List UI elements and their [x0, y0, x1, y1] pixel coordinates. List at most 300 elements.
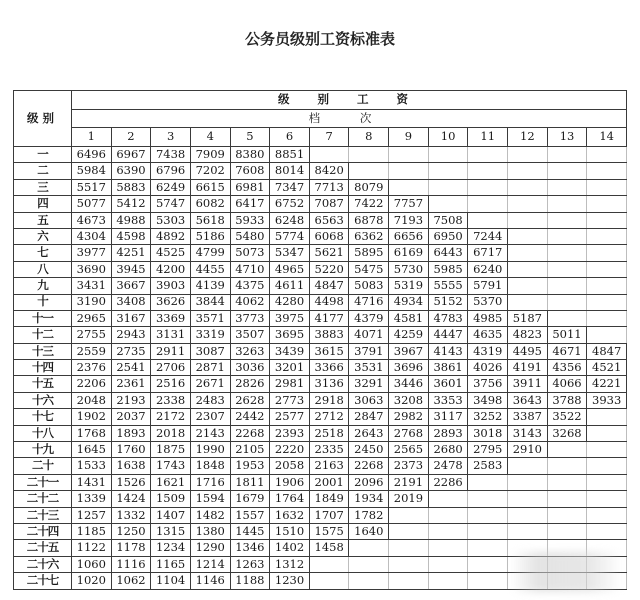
- empty-cell: [349, 556, 389, 572]
- empty-cell: [389, 179, 429, 195]
- salary-cell: 5475: [349, 261, 389, 277]
- salary-cell: 2191: [389, 474, 429, 490]
- table-row: [14, 376, 627, 392]
- salary-cell: 3690: [72, 261, 112, 277]
- empty-cell: [587, 458, 627, 474]
- salary-cell: 1953: [230, 458, 270, 474]
- column-header-2: 2: [111, 128, 151, 147]
- salary-cell: 3522: [547, 409, 587, 425]
- salary-cell: 6796: [151, 163, 191, 179]
- salary-cell: 5618: [190, 212, 230, 228]
- salary-cell: 7608: [230, 163, 270, 179]
- salary-cell: 4673: [72, 212, 112, 228]
- empty-cell: [547, 228, 587, 244]
- row-label: 一: [14, 147, 72, 163]
- salary-cell: 6967: [111, 147, 151, 163]
- empty-cell: [508, 261, 548, 277]
- salary-cell: 6082: [190, 196, 230, 212]
- salary-cell: 1165: [151, 556, 191, 572]
- salary-cell: 1234: [151, 540, 191, 556]
- salary-cell: 2373: [389, 458, 429, 474]
- row-label: 二十五: [14, 540, 72, 556]
- salary-cell: 2943: [111, 327, 151, 343]
- row-label: 九: [14, 278, 72, 294]
- salary-cell: 4934: [389, 294, 429, 310]
- salary-cell: 3366: [309, 360, 349, 376]
- salary-cell: 4375: [230, 278, 270, 294]
- empty-cell: [587, 409, 627, 425]
- salary-cell: 1060: [72, 556, 112, 572]
- salary-cell: 6717: [468, 245, 508, 261]
- column-header-4: 4: [190, 128, 230, 147]
- table-row: [14, 212, 627, 228]
- empty-cell: [547, 474, 587, 490]
- empty-cell: [349, 147, 389, 163]
- salary-cell: 1906: [270, 474, 310, 490]
- empty-cell: [508, 458, 548, 474]
- salary-cell: 5883: [111, 179, 151, 195]
- table-row: [14, 245, 627, 261]
- salary-cell: 4143: [428, 343, 468, 359]
- salary-cell: 6496: [72, 147, 112, 163]
- salary-cell: 6752: [270, 196, 310, 212]
- salary-cell: 4356: [547, 360, 587, 376]
- salary-cell: 7909: [190, 147, 230, 163]
- row-label: 二十二: [14, 491, 72, 507]
- salary-cell: 4847: [587, 343, 627, 359]
- empty-cell: [587, 523, 627, 539]
- salary-cell: 8014: [270, 163, 310, 179]
- salary-cell: 3667: [111, 278, 151, 294]
- table-row: [14, 310, 627, 326]
- salary-cell: 2773: [270, 392, 310, 408]
- salary-cell: 3626: [151, 294, 191, 310]
- column-header-10: 10: [428, 128, 468, 147]
- salary-cell: 2577: [270, 409, 310, 425]
- salary-cell: 3431: [72, 278, 112, 294]
- salary-cell: 2982: [389, 409, 429, 425]
- salary-cell: 3571: [190, 310, 230, 326]
- table-row: [14, 523, 627, 539]
- salary-cell: 1707: [309, 507, 349, 523]
- salary-cell: 3369: [151, 310, 191, 326]
- empty-cell: [508, 196, 548, 212]
- salary-cell: 1178: [111, 540, 151, 556]
- empty-cell: [508, 507, 548, 523]
- salary-cell: 4066: [547, 376, 587, 392]
- row-label: 二十六: [14, 556, 72, 572]
- empty-cell: [428, 540, 468, 556]
- salary-cell: 4062: [230, 294, 270, 310]
- salary-cell: 4635: [468, 327, 508, 343]
- salary-cell: 6443: [428, 245, 468, 261]
- column-header-11: 11: [468, 128, 508, 147]
- salary-cell: 1424: [111, 491, 151, 507]
- salary-cell: 6615: [190, 179, 230, 195]
- salary-cell: 4521: [587, 360, 627, 376]
- salary-cell: 2037: [111, 409, 151, 425]
- empty-cell: [309, 573, 349, 589]
- salary-cell: 2193: [111, 392, 151, 408]
- salary-cell: 3446: [389, 376, 429, 392]
- salary-cell: 3643: [508, 392, 548, 408]
- salary-cell: 4823: [508, 327, 548, 343]
- salary-cell: 1743: [151, 458, 191, 474]
- empty-cell: [468, 573, 508, 589]
- table-row: [14, 261, 627, 277]
- table-row: [14, 343, 627, 359]
- salary-cell: 2019: [389, 491, 429, 507]
- salary-cell: 1332: [111, 507, 151, 523]
- salary-cell: 6249: [151, 179, 191, 195]
- empty-cell: [389, 507, 429, 523]
- salary-cell: 3291: [349, 376, 389, 392]
- empty-cell: [508, 245, 548, 261]
- row-label: 十三: [14, 343, 72, 359]
- empty-cell: [468, 540, 508, 556]
- salary-cell: 1638: [111, 458, 151, 474]
- row-label: 十二: [14, 327, 72, 343]
- salary-cell: 7757: [389, 196, 429, 212]
- salary-cell: 1679: [230, 491, 270, 507]
- salary-cell: 1230: [270, 573, 310, 589]
- salary-cell: 1621: [151, 474, 191, 490]
- empty-cell: [428, 491, 468, 507]
- empty-cell: [587, 228, 627, 244]
- empty-cell: [468, 507, 508, 523]
- empty-cell: [547, 212, 587, 228]
- empty-cell: [547, 491, 587, 507]
- empty-cell: [468, 523, 508, 539]
- salary-cell: 1482: [190, 507, 230, 523]
- salary-cell: 5774: [270, 228, 310, 244]
- salary-cell: 3788: [547, 392, 587, 408]
- salary-cell: 1339: [72, 491, 112, 507]
- salary-cell: 3975: [270, 310, 310, 326]
- salary-cell: 2206: [72, 376, 112, 392]
- empty-cell: [587, 425, 627, 441]
- salary-cell: 3531: [349, 360, 389, 376]
- empty-cell: [547, 294, 587, 310]
- salary-cell: 1849: [309, 491, 349, 507]
- table-row: [14, 507, 627, 523]
- salary-cell: 4965: [270, 261, 310, 277]
- salary-cell: 1526: [111, 474, 151, 490]
- salary-cell: 6981: [230, 179, 270, 195]
- salary-cell: 6950: [428, 228, 468, 244]
- salary-cell: 7438: [151, 147, 191, 163]
- empty-cell: [547, 179, 587, 195]
- salary-cell: 1782: [349, 507, 389, 523]
- salary-cell: 6169: [389, 245, 429, 261]
- row-label: 二: [14, 163, 72, 179]
- empty-cell: [587, 327, 627, 343]
- empty-cell: [587, 212, 627, 228]
- row-label: 二十四: [14, 523, 72, 539]
- salary-cell: 2268: [349, 458, 389, 474]
- salary-cell: 2096: [349, 474, 389, 490]
- salary-cell: 2393: [270, 425, 310, 441]
- salary-cell: 2048: [72, 392, 112, 408]
- empty-cell: [587, 196, 627, 212]
- salary-cell: 2143: [190, 425, 230, 441]
- table-row: [14, 163, 627, 179]
- empty-cell: [508, 491, 548, 507]
- salary-cell: 3387: [508, 409, 548, 425]
- salary-cell: 3967: [389, 343, 429, 359]
- salary-cell: 3439: [270, 343, 310, 359]
- empty-cell: [587, 310, 627, 326]
- empty-cell: [349, 573, 389, 589]
- salary-cell: 5730: [389, 261, 429, 277]
- empty-cell: [587, 261, 627, 277]
- salary-cell: 2871: [190, 360, 230, 376]
- salary-cell: 1020: [72, 573, 112, 589]
- salary-cell: 1402: [270, 540, 310, 556]
- column-header-12: 12: [508, 128, 548, 147]
- table-row: [14, 360, 627, 376]
- salary-cell: 8079: [349, 179, 389, 195]
- salary-cell: 5347: [270, 245, 310, 261]
- row-label: 七: [14, 245, 72, 261]
- salary-cell: 1893: [111, 425, 151, 441]
- salary-cell: 3190: [72, 294, 112, 310]
- salary-cell: 3087: [190, 343, 230, 359]
- empty-cell: [309, 147, 349, 163]
- salary-cell: 1990: [190, 442, 230, 458]
- empty-cell: [309, 556, 349, 572]
- salary-cell: 2172: [151, 409, 191, 425]
- empty-cell: [587, 491, 627, 507]
- salary-cell: 2163: [309, 458, 349, 474]
- salary-cell: 2478: [428, 458, 468, 474]
- empty-cell: [547, 147, 587, 163]
- salary-cell: 6563: [309, 212, 349, 228]
- table-row: [14, 196, 627, 212]
- salary-table-body: [14, 91, 627, 590]
- row-label: 八: [14, 261, 72, 277]
- salary-cell: 4280: [270, 294, 310, 310]
- salary-cell: 7422: [349, 196, 389, 212]
- salary-cell: 5152: [428, 294, 468, 310]
- salary-cell: 1760: [111, 442, 151, 458]
- salary-cell: 1214: [190, 556, 230, 572]
- salary-cell: 7713: [309, 179, 349, 195]
- column-header-13: 13: [547, 128, 587, 147]
- salary-cell: 1407: [151, 507, 191, 523]
- salary-cell: 5011: [547, 327, 587, 343]
- salary-cell: 2735: [111, 343, 151, 359]
- salary-cell: 1458: [309, 540, 349, 556]
- empty-cell: [508, 147, 548, 163]
- table-row: [14, 147, 627, 163]
- empty-cell: [547, 507, 587, 523]
- salary-cell: 4221: [587, 376, 627, 392]
- salary-cell: 1533: [72, 458, 112, 474]
- row-label: 十七: [14, 409, 72, 425]
- salary-cell: 1764: [270, 491, 310, 507]
- empty-cell: [547, 310, 587, 326]
- salary-cell: 4847: [309, 278, 349, 294]
- table-row: [14, 442, 627, 458]
- salary-cell: 6417: [230, 196, 270, 212]
- salary-cell: 1380: [190, 523, 230, 539]
- salary-cell: 2680: [428, 442, 468, 458]
- row-label: 六: [14, 228, 72, 244]
- salary-cell: 5319: [389, 278, 429, 294]
- empty-cell: [547, 458, 587, 474]
- corner-label: 级别: [14, 91, 72, 147]
- salary-cell: 5517: [72, 179, 112, 195]
- salary-cell: 2220: [270, 442, 310, 458]
- salary-cell: 1257: [72, 507, 112, 523]
- salary-cell: 3143: [508, 425, 548, 441]
- empty-cell: [389, 556, 429, 572]
- row-label: 四: [14, 196, 72, 212]
- empty-cell: [468, 556, 508, 572]
- empty-cell: [508, 163, 548, 179]
- salary-cell: 4710: [230, 261, 270, 277]
- salary-cell: 5933: [230, 212, 270, 228]
- salary-cell: 4498: [309, 294, 349, 310]
- salary-cell: 2768: [389, 425, 429, 441]
- empty-cell: [468, 196, 508, 212]
- empty-cell: [587, 507, 627, 523]
- empty-cell: [468, 491, 508, 507]
- salary-cell: 3353: [428, 392, 468, 408]
- salary-cell: 1290: [190, 540, 230, 556]
- salary-cell: 5370: [468, 294, 508, 310]
- salary-cell: 6362: [349, 228, 389, 244]
- salary-cell: 3791: [349, 343, 389, 359]
- salary-cell: 4191: [508, 360, 548, 376]
- salary-cell: 1768: [72, 425, 112, 441]
- salary-cell: 4671: [547, 343, 587, 359]
- salary-cell: 6390: [111, 163, 151, 179]
- salary-cell: 2910: [508, 442, 548, 458]
- salary-cell: 1509: [151, 491, 191, 507]
- row-label: 五: [14, 212, 72, 228]
- salary-cell: 1122: [72, 540, 112, 556]
- salary-cell: 2643: [349, 425, 389, 441]
- row-label: 十一: [14, 310, 72, 326]
- empty-cell: [587, 278, 627, 294]
- salary-cell: 6240: [468, 261, 508, 277]
- salary-cell: 1263: [230, 556, 270, 572]
- table-row: [14, 425, 627, 441]
- empty-cell: [547, 163, 587, 179]
- column-header-14: 14: [587, 128, 627, 147]
- empty-cell: [389, 573, 429, 589]
- salary-cell: 4455: [190, 261, 230, 277]
- column-header-9: 9: [389, 128, 429, 147]
- empty-cell: [428, 573, 468, 589]
- salary-cell: 3201: [270, 360, 310, 376]
- salary-cell: 5186: [190, 228, 230, 244]
- salary-cell: 3945: [111, 261, 151, 277]
- header-sub: 档 次: [72, 110, 627, 128]
- salary-cell: 2826: [230, 376, 270, 392]
- salary-cell: 3208: [389, 392, 429, 408]
- salary-cell: 2918: [309, 392, 349, 408]
- salary-cell: 1188: [230, 573, 270, 589]
- table-row: [14, 179, 627, 195]
- empty-cell: [428, 556, 468, 572]
- salary-cell: 2450: [349, 442, 389, 458]
- table-row: [14, 327, 627, 343]
- salary-cell: 2338: [151, 392, 191, 408]
- salary-cell: 1575: [309, 523, 349, 539]
- salary-cell: 2516: [151, 376, 191, 392]
- salary-cell: 3615: [309, 343, 349, 359]
- table-row: [14, 409, 627, 425]
- salary-cell: 6068: [309, 228, 349, 244]
- empty-cell: [547, 261, 587, 277]
- salary-cell: 1716: [190, 474, 230, 490]
- salary-cell: 2893: [428, 425, 468, 441]
- salary-cell: 3933: [587, 392, 627, 408]
- row-label: 二十三: [14, 507, 72, 523]
- salary-cell: 3063: [349, 392, 389, 408]
- empty-cell: [349, 540, 389, 556]
- empty-cell: [587, 442, 627, 458]
- row-label: 十: [14, 294, 72, 310]
- salary-cell: 5791: [468, 278, 508, 294]
- salary-cell: 1431: [72, 474, 112, 490]
- page-title: 公务员级别工资标准表: [244, 30, 395, 48]
- salary-cell: 4319: [468, 343, 508, 359]
- salary-cell: 2565: [389, 442, 429, 458]
- salary-cell: 3903: [151, 278, 191, 294]
- row-label: 二十一: [14, 474, 72, 490]
- salary-cell: 5985: [428, 261, 468, 277]
- column-header-3: 3: [151, 128, 191, 147]
- salary-cell: 3252: [468, 409, 508, 425]
- salary-cell: 3695: [270, 327, 310, 343]
- salary-cell: 3408: [111, 294, 151, 310]
- salary-cell: 5077: [72, 196, 112, 212]
- column-header-6: 6: [270, 128, 310, 147]
- empty-cell: [428, 147, 468, 163]
- empty-cell: [587, 163, 627, 179]
- salary-cell: 1811: [230, 474, 270, 490]
- salary-cell: 2483: [190, 392, 230, 408]
- salary-cell: 8851: [270, 147, 310, 163]
- salary-cell: 3036: [230, 360, 270, 376]
- table-row: [14, 278, 627, 294]
- salary-cell: 4783: [428, 310, 468, 326]
- row-label: 十九: [14, 442, 72, 458]
- empty-cell: [547, 245, 587, 261]
- salary-cell: 2671: [190, 376, 230, 392]
- salary-cell: 1848: [190, 458, 230, 474]
- salary-cell: 1250: [111, 523, 151, 539]
- salary-cell: 5747: [151, 196, 191, 212]
- salary-cell: 2307: [190, 409, 230, 425]
- header-row-main: [14, 91, 627, 110]
- salary-cell: 2001: [309, 474, 349, 490]
- table-row: [14, 474, 627, 490]
- salary-cell: 1640: [349, 523, 389, 539]
- salary-cell: 1557: [230, 507, 270, 523]
- empty-cell: [547, 278, 587, 294]
- empty-cell: [389, 163, 429, 179]
- salary-cell: 2755: [72, 327, 112, 343]
- salary-cell: 4304: [72, 228, 112, 244]
- empty-cell: [389, 147, 429, 163]
- empty-cell: [468, 474, 508, 490]
- column-header-5: 5: [230, 128, 270, 147]
